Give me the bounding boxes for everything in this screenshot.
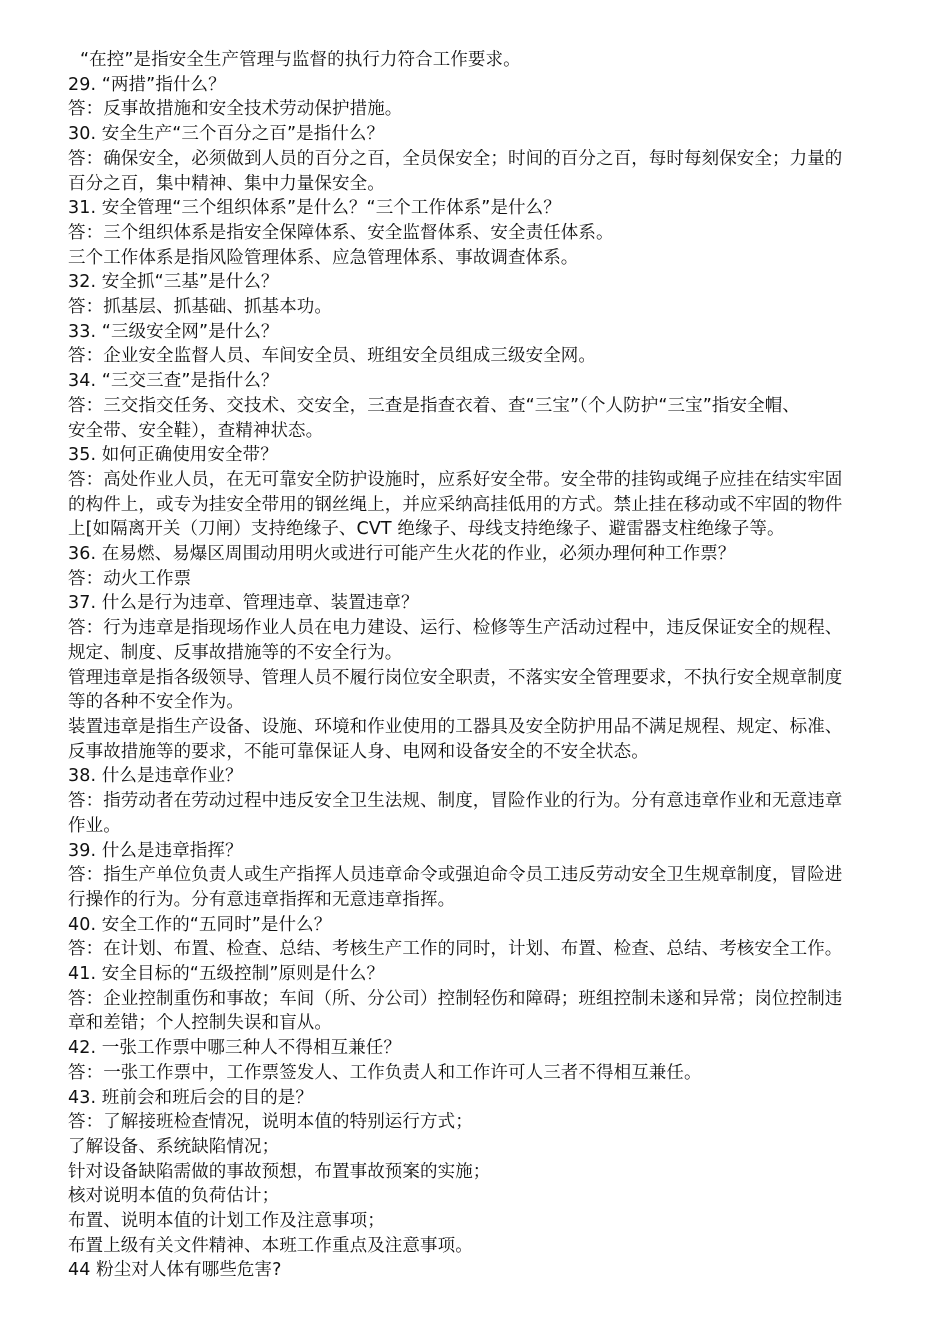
answer-31-cont: 三个工作体系是指风险管理体系、应急管理体系、事故调查体系。: [68, 247, 579, 268]
answer-43-cont: 了解设备、系统缺陷情况；: [68, 1136, 280, 1157]
answer-37-cont: 等的各种不安全作为。: [68, 692, 244, 713]
answer-39: 答：指生产单位负责人或生产指挥人员违章命令或强迫命令员工违反劳动安全卫生规章制度，冒险进: [68, 865, 843, 886]
question-40: 40. 安全工作的“五同时”是什么？: [68, 914, 332, 935]
answer-41: 答：企业控制重伤和事故；车间（所、分公司）控制轻伤和障碍；班组控制未遂和异常；岗位控制违: [68, 988, 843, 1009]
answer-35-cont: 上[如隔离开关（刀闸）支持绝缘子、CVT 绝缘子、母线支持绝缘子、避雷器支柱绝缘子等。: [68, 519, 785, 540]
answer-42: 答：一张工作票中，工作票签发人、工作负责人和工作许可人三者不得相互兼任。: [68, 1062, 702, 1083]
answer-37-cont: 管理违章是指各级领导、管理人员不履行岗位安全职责，不落实安全管理要求，不执行安全规章制度: [68, 667, 843, 688]
answer-37: 答：行为违章是指现场作业人员在电力建设、运行、检修等生产活动过程中，违反保证安全的规程、: [68, 618, 843, 639]
answer-36: 答：动火工作票: [68, 568, 192, 589]
question-29: 29. “两措”指什么？: [68, 74, 226, 95]
question-31: 31. 安全管理“三个组织体系”是什么？“三个工作体系”是什么？: [68, 198, 561, 219]
text-line: “在控”是指安全生产管理与监督的执行力符合工作要求。: [80, 50, 521, 70]
answer-43: 答：了解接班检查情况，说明本值的特别运行方式；: [68, 1112, 473, 1133]
answer-35-cont: 的构件上，或专为挂安全带用的钢丝绳上，并应采纳高挂低用的方式。禁止挂在移动或不牢固的物件: [68, 494, 843, 515]
answer-43-cont: 针对设备缺陷需做的事故预想，布置事故预案的实施；: [68, 1161, 491, 1182]
answer-43-cont: 布置、说明本值的计划工作及注意事项；: [68, 1211, 385, 1232]
answer-43-cont: 核对说明本值的负荷估计；: [68, 1186, 280, 1207]
answer-43-cont: 布置上级有关文件精神、本班工作重点及注意事项。: [68, 1235, 473, 1256]
answer-31: 答：三个组织体系是指安全保障体系、安全监督体系、安全责任体系。: [68, 222, 614, 243]
answer-37-cont: 反事故措施等的要求，不能可靠保证人身、电网和设备安全的不安全状态。: [68, 741, 649, 762]
answer-40: 答：在计划、布置、检查、总结、考核生产工作的同时，计划、布置、检查、总结、考核安全工作。: [68, 939, 843, 960]
question-30: 30. 安全生产“三个百分之百”是指什么？: [68, 124, 385, 145]
answer-33: 答：企业安全监督人员、车间安全员、班组安全员组成三级安全网。: [68, 346, 596, 367]
answer-29: 答：反事故措施和安全技术劳动保护措施。: [68, 99, 403, 120]
answer-34-cont: 安全带、安全鞋），查精神状态。: [68, 420, 324, 441]
question-38: 38. 什么是违章作业？: [68, 766, 243, 787]
answer-37-cont: 规定、制度、反事故措施等的不安全行为。: [68, 642, 403, 663]
question-35: 35. 如何正确使用安全带？: [68, 445, 278, 466]
question-43: 43. 班前会和班后会的目的是？: [68, 1087, 313, 1108]
question-42: 42. 一张工作票中哪三种人不得相互兼任？: [68, 1038, 401, 1059]
question-36: 36. 在易燃、易爆区周围动用明火或进行可能产生火花的作业，必须办理何种工作票？: [68, 544, 736, 565]
question-41: 41. 安全目标的“五级控制”原则是什么？: [68, 964, 385, 985]
question-37: 37. 什么是行为违章、管理违章、装置违章？: [68, 593, 419, 614]
answer-30: 答：确保安全，必须做到人员的百分之百，全员保安全；时间的百分之百，每时每刻保安全；力量的: [68, 148, 843, 169]
answer-37-cont: 装置违章是指生产设备、设施、环境和作业使用的工器具及安全防护用品不满足规程、规定、标准、: [68, 716, 843, 737]
question-44: 44 粉尘对人体有哪些危害?: [68, 1260, 282, 1281]
answer-35: 答：高处作业人员，在无可靠安全防护设施时，应系好安全带。安全带的挂钩或绳子应挂在结实牢固: [68, 469, 843, 490]
answer-32: 答：抓基层、抓基础、抓基本功。: [68, 297, 332, 318]
answer-38-cont: 作业。: [68, 815, 121, 836]
document-page: [68, 48, 908, 1283]
question-34: 34. “三交三查”是指什么？: [68, 371, 279, 392]
question-39: 39. 什么是违章指挥？: [68, 840, 243, 861]
answer-41-cont: 章和差错；个人控制失误和盲从。: [68, 1013, 332, 1034]
answer-30-cont: 百分之百，集中精神、集中力量保安全。: [68, 173, 385, 194]
answer-38: 答：指劳动者在劳动过程中违反安全卫生法规、制度，冒险作业的行为。分有意违章作业和无意违章: [68, 791, 843, 812]
question-32: 32. 安全抓“三基”是什么？: [68, 272, 279, 293]
answer-39-cont: 行操作的行为。分有意违章指挥和无意违章指挥。: [68, 889, 456, 910]
answer-34: 答：三交指交任务、交技术、交安全，三查是指查衣着、查“三宝”（个人防护“三宝”指安全帽、: [68, 395, 800, 416]
question-33: 33. “三级安全网”是什么？: [68, 321, 279, 342]
